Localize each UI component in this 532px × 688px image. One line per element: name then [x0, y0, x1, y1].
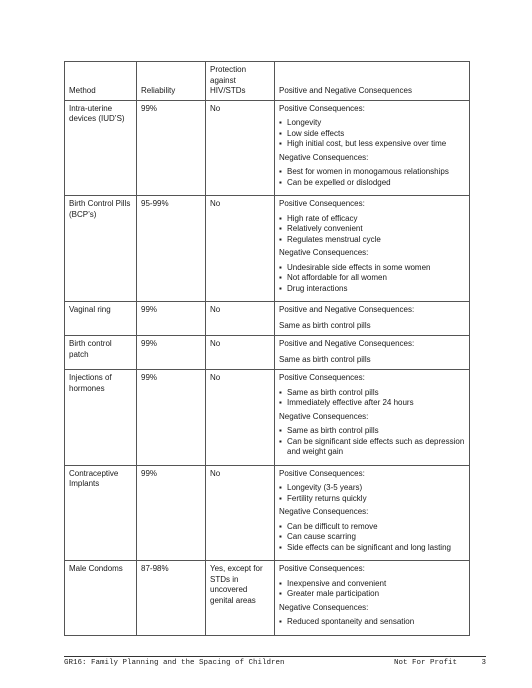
positive-label: Positive Consequences: — [279, 199, 365, 208]
table-row — [65, 370, 470, 466]
list-item: ▪ Can be expelled or dislodged — [279, 178, 465, 189]
positive-label: Positive Consequences: — [279, 373, 365, 382]
positive-list — [279, 214, 465, 246]
list-item: ▪ Low side effects — [279, 129, 465, 140]
consequences-cell — [275, 370, 470, 466]
consequences-text: Same as birth control pills — [279, 354, 371, 364]
reliability-cell: 99% — [137, 370, 206, 466]
negative-label: Negative Consequences: — [279, 507, 369, 516]
table-row — [65, 302, 470, 336]
negative-label: Negative Consequences: — [279, 411, 369, 421]
method-cell: Birth control patch — [65, 336, 137, 370]
method-cell: Intra-uterine devices (IUD’S) — [65, 100, 137, 196]
protection-cell: No — [206, 370, 275, 466]
reliability-cell: 99% — [137, 336, 206, 370]
method-cell: Birth Control Pills (BCP’s) — [65, 196, 137, 302]
footer-notice: Not For Profit — [394, 659, 458, 667]
table-row — [65, 196, 470, 302]
protection-cell: Yes, except for STDs in uncovered genital areas — [206, 561, 275, 636]
list-item: ▪ Can cause scarring — [279, 532, 465, 543]
consequences-cell — [275, 196, 470, 302]
list-item: ▪ Drug interactions — [279, 284, 465, 295]
list-item: ▪ High initial cost, but less expensive over time — [279, 139, 465, 150]
negative-list — [279, 522, 465, 554]
combined-label: Positive and Negative Consequences: — [279, 305, 415, 314]
list-item: ▪ Not affordable for all women — [279, 273, 465, 284]
header-consequences: Positive and Negative Consequences — [275, 62, 470, 101]
list-item: ▪ Regulates menstrual cycle — [279, 235, 465, 246]
method-cell: Male Condoms — [65, 561, 137, 636]
combined-label: Positive and Negative Consequences: — [279, 339, 415, 348]
method-cell: Vaginal ring — [65, 302, 137, 336]
list-item: ▪ Can be significant side effects such as depression and weight gain — [279, 437, 465, 458]
reliability-cell: 87-98% — [137, 561, 206, 636]
list-item: ▪ Relatively convenient — [279, 224, 465, 235]
consequences-cell — [275, 336, 470, 370]
negative-list — [279, 167, 465, 188]
page-footer — [64, 659, 486, 671]
consequences-cell — [275, 465, 470, 561]
consequences-text: Same as birth control pills — [279, 320, 371, 330]
list-item: ▪ Greater male participation — [279, 589, 465, 600]
header-method: Method — [65, 62, 137, 101]
table-row — [65, 336, 470, 370]
list-item: ▪ Side effects can be significant and long lasting — [279, 543, 465, 554]
method-cell: Contraceptive Implants — [65, 465, 137, 561]
contraception-methods-table — [64, 61, 470, 636]
positive-label: Positive Consequences: — [279, 103, 365, 113]
list-item: ▪ Reduced spontaneity and sensation — [279, 617, 465, 628]
protection-cell: No — [206, 100, 275, 196]
consequences-cell — [275, 100, 470, 196]
protection-cell: No — [206, 465, 275, 561]
negative-label: Negative Consequences: — [279, 602, 369, 612]
negative-list — [279, 426, 465, 458]
list-item: ▪ Same as birth control pills — [279, 388, 465, 399]
list-item: ▪ High rate of efficacy — [279, 214, 465, 225]
protection-cell: No — [206, 196, 275, 302]
positive-label: Positive Consequences: — [279, 564, 365, 573]
reliability-cell: 99% — [137, 465, 206, 561]
reliability-cell: 95-99% — [137, 196, 206, 302]
table-row — [65, 561, 470, 636]
positive-list — [279, 483, 465, 504]
header-protection: Protection against HIV/STDs — [206, 62, 275, 101]
negative-list — [279, 617, 465, 628]
consequences-cell — [275, 561, 470, 636]
reliability-cell: 99% — [137, 302, 206, 336]
list-item: ▪ Can be difficult to remove — [279, 522, 465, 533]
positive-list — [279, 118, 465, 150]
list-item: ▪ Undesirable side effects in some women — [279, 263, 465, 274]
positive-list — [279, 388, 465, 409]
method-cell: Injections of hormones — [65, 370, 137, 466]
list-item: ▪ Longevity — [279, 118, 465, 129]
protection-cell: No — [206, 302, 275, 336]
protection-cell: No — [206, 336, 275, 370]
negative-list — [279, 263, 465, 295]
list-item: ▪ Longevity (3-5 years) — [279, 483, 465, 494]
footer-document-title: GR16: Family Planning and the Spacing of Children — [64, 659, 285, 667]
list-item: ▪ Immediately effective after 24 hours — [279, 398, 465, 409]
table-row — [65, 465, 470, 561]
negative-label: Negative Consequences: — [279, 248, 369, 257]
page-number: 3 — [481, 659, 486, 667]
header-reliability: Reliability — [137, 62, 206, 101]
table-header-row — [65, 62, 470, 101]
list-item: ▪ Inexpensive and convenient — [279, 579, 465, 590]
consequences-cell — [275, 302, 470, 336]
reliability-cell: 99% — [137, 100, 206, 196]
table-row — [65, 100, 470, 196]
footer-divider — [64, 656, 486, 657]
positive-list — [279, 579, 465, 600]
list-item: ▪ Best for women in monogamous relationships — [279, 167, 465, 178]
negative-label: Negative Consequences: — [279, 152, 369, 162]
list-item: ▪ Same as birth control pills — [279, 426, 465, 437]
positive-label: Positive Consequences: — [279, 468, 365, 478]
list-item: ▪ Fertility returns quickly — [279, 494, 465, 505]
